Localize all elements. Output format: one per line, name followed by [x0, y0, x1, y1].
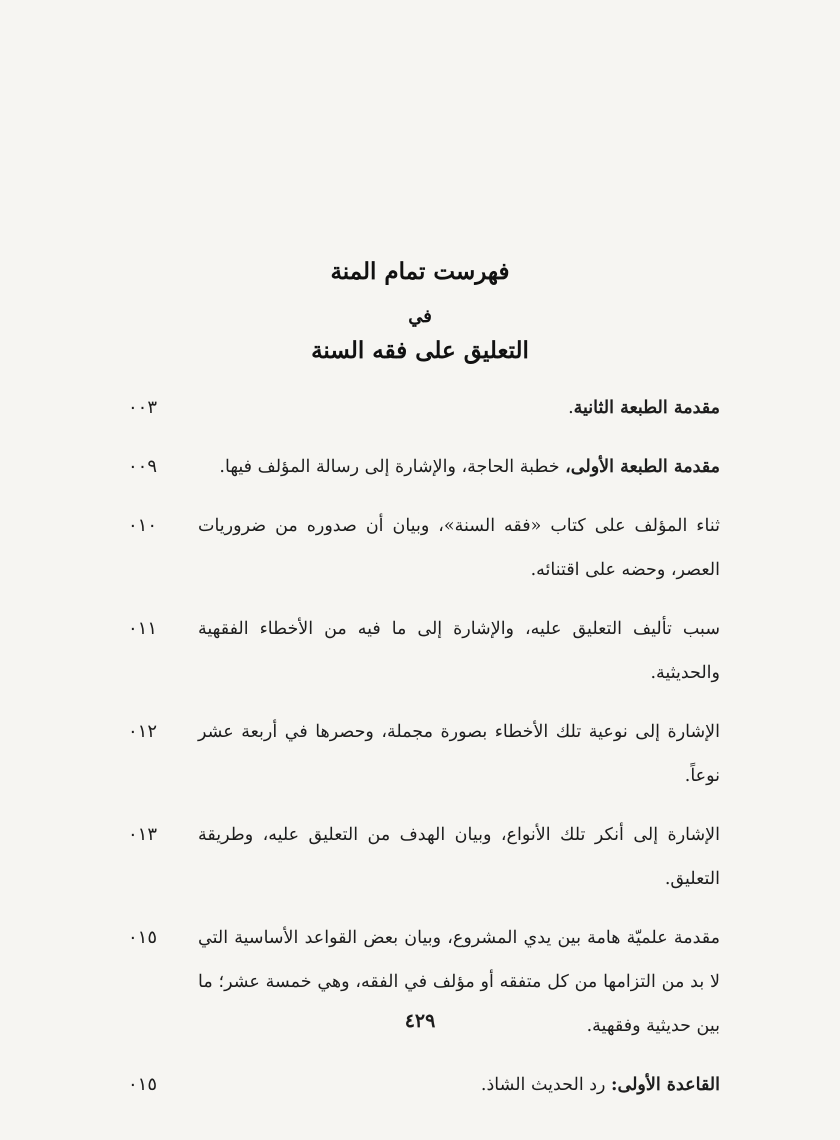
toc-entry-bold: مقدمة الطبعة الأولى،: [565, 457, 720, 477]
toc-entry: [120, 710, 720, 798]
toc-entry-rest: الإشارة إلى نوعية تلك الأخطاء بصورة مجملة، وحصرها في أربعة عشر نوعاً.: [198, 722, 720, 786]
toc-entry-text: [198, 504, 720, 592]
toc-entry-bold: القاعدة الأولى:: [611, 1075, 720, 1095]
toc-entry-text: [198, 607, 720, 695]
toc-entry: [120, 386, 720, 430]
toc-entry-rest: .: [568, 398, 574, 418]
toc-page-number: ٠١٠: [128, 515, 158, 536]
index-subtitle: التعليق على فقه السنة: [311, 337, 529, 364]
toc-entry-rest: سبب تأليف التعليق عليه، والإشارة إلى ما فيه من الأخطاء الفقهية والحديثية.: [198, 619, 720, 683]
toc-entry: [120, 445, 720, 489]
toc-entry-rest: خطبة الحاجة، والإشارة إلى رسالة المؤلف فيها.: [219, 457, 566, 477]
toc-entry-bold: مقدمة الطبعة الثانية: [573, 398, 720, 418]
page-number: ٤٢٩: [404, 1010, 436, 1032]
toc-entry-text: [198, 1063, 720, 1107]
toc-entry: [120, 607, 720, 695]
toc-entry-text: [198, 445, 720, 489]
toc-entry: [120, 813, 720, 901]
toc-page-number: ٠١١: [128, 618, 158, 639]
toc-entry: [120, 504, 720, 592]
toc-entry-text: [198, 813, 720, 901]
toc-page-number: ٠١٢: [128, 721, 158, 742]
toc-entry: [120, 1063, 720, 1107]
toc-page-number: ٠١٣: [128, 824, 158, 845]
index-title-connector: في: [408, 306, 432, 327]
toc-page-number: ٠٠٩: [128, 456, 158, 477]
index-title: فهرست تمام المنة: [330, 258, 510, 285]
toc-entry-text: [198, 386, 720, 430]
toc-entry-rest: مقدمة علميّة هامة بين يدي المشروع، وبيان بعض القواعد الأساسية التي لا بد من التزامها من كل متفقه أو مؤلف في الفقه، وهي خمسة عشر؛ ما بين حديثية وفقهية.: [198, 928, 720, 1036]
toc-page-number: ٠١٥: [128, 1074, 158, 1095]
toc-entry-rest: الإشارة إلى أنكر تلك الأنواع، وبيان الهدف من التعليق عليه، وطريقة التعليق.: [198, 825, 720, 889]
toc-entry-rest: رد الحديث الشاذ.: [480, 1075, 612, 1095]
toc-page-number: ٠١٥: [128, 927, 158, 948]
toc-page-number: ٠٠٣: [128, 397, 158, 418]
toc-entry-text: [198, 710, 720, 798]
toc-entry-rest: ثناء المؤلف على كتاب «فقه السنة»، وبيان أن صدوره من ضروريات العصر، وحضه على اقتنائه.: [198, 516, 720, 580]
